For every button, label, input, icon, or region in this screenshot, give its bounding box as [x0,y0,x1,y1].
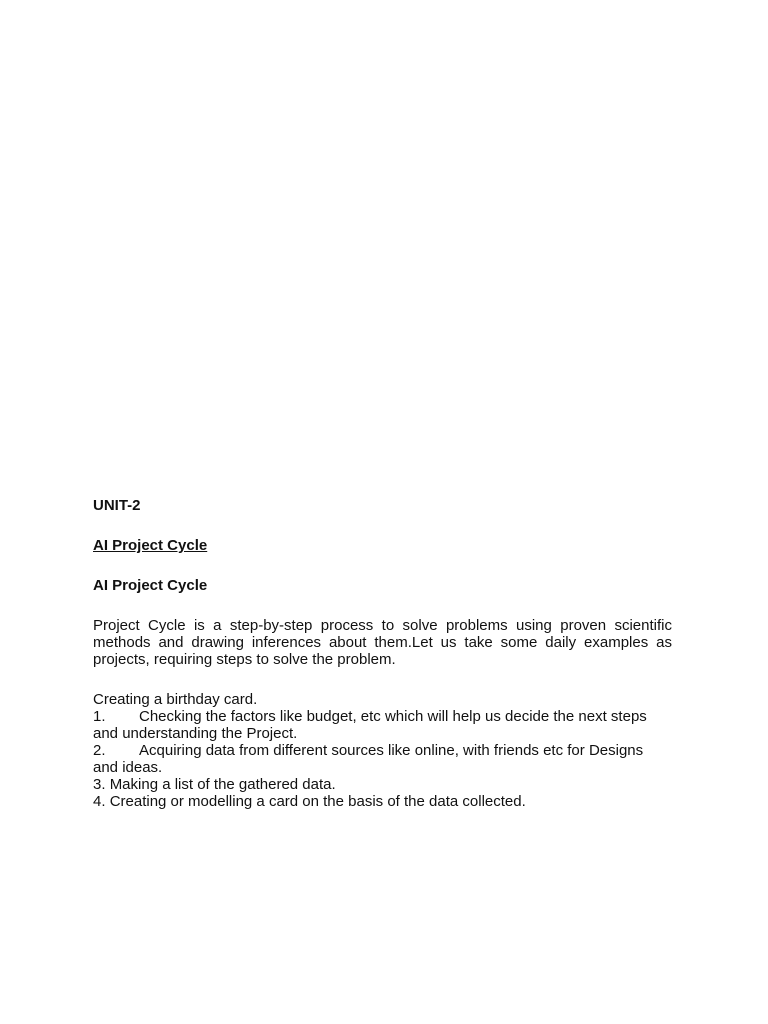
list-number: 1. [93,708,106,725]
list-text: Making a list of the gathered data. [109,776,336,793]
example-intro: Creating a birthday card. [93,691,258,708]
list-number: 2. [93,742,106,759]
list-number: 4. [93,793,106,810]
section-heading: AI Project Cycle [93,577,208,594]
list-item [93,793,672,810]
underlined-heading: AI Project Cycle [93,537,208,554]
list-item [93,708,672,742]
list-text: Acquiring data from different sources like online, with friends etc for Designs and ideas. [93,742,644,776]
list-item [93,776,672,793]
list-text: Checking the factors like budget, etc which will help us decide the next steps and understanding the Project. [93,708,647,742]
list-item [93,742,672,776]
intro-paragraph: Project Cycle is a step-by-step process to solve problems using proven scientific methods and drawing inferences about them.Let us take some daily examples as projects, requiring steps to solve the problem. [93,617,672,668]
unit-label: UNIT-2 [93,497,141,514]
list-text: Creating or modelling a card on the basis of the data collected. [109,793,526,810]
document-page [93,497,672,810]
list-number: 3. [93,776,106,793]
